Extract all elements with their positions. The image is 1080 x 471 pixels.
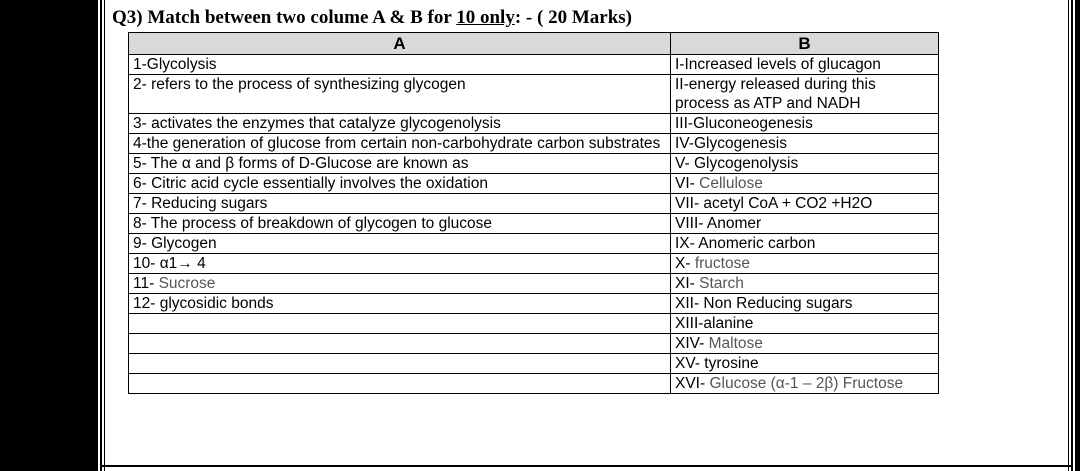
cell-a-prefix: 11- [133,275,159,292]
cell-a: 8- The process of breakdown of glycogen to glucose [129,214,671,234]
cell-a: 7- Reducing sugars [129,194,671,214]
match-table [128,32,939,394]
cell-b: V- Glycogenolysis [671,154,939,174]
table-row [129,114,939,134]
cell-a [129,334,671,354]
cell-b: XIII-alanine [671,314,939,334]
cell-a-grey-text: Sucrose [158,275,216,292]
cell-b: XV- tyrosine [671,354,939,374]
table-row [129,354,939,374]
cell-b-grey-text: Starch [699,275,744,292]
table-row [129,274,939,294]
table-row [129,154,939,174]
page-border-bottom [100,465,1073,467]
cell-a [129,354,671,374]
cell-a [129,314,671,334]
cell-a: 9- Glycogen [129,234,671,254]
cell-b-prefix: X- [675,255,695,272]
table-row [129,314,939,334]
cell-b: VII- acetyl CoA + CO2 +H2O [671,194,939,214]
document-page [98,0,1075,471]
title-suffix: : - ( 20 Marks) [514,7,632,28]
cell-b: III-Gluconeogenesis [671,114,939,134]
table-row [129,134,939,154]
page-border-left-inner [104,0,105,471]
table-row [129,334,939,354]
cell-b-grey-text: Glucose (α-1 – 2β) Fructose [709,375,904,392]
cell-b: II-energy released during this process as ATP and NADH [671,75,939,114]
table-row [129,194,939,214]
table-row [129,294,939,314]
cell-b [671,374,939,394]
cell-b [671,274,939,294]
table-row [129,254,939,274]
table-row [129,374,939,394]
cell-b: XII- Non Reducing sugars [671,294,939,314]
cell-b: I-Increased levels of glucagon [671,55,939,75]
cell-b-grey-text: fructose [694,255,750,272]
cell-a: 2- refers to the process of synthesizing glycogen [129,75,671,114]
page-border-left [100,0,102,471]
cell-b [671,334,939,354]
table-row [129,234,939,254]
cell-b-grey-text: Maltose [708,335,763,352]
page-border-right [1071,0,1073,471]
cell-a: 4-the generation of glucose from certain non-carbohydrate carbon substrates [129,134,671,154]
cell-b-grey-text: Cellulose [699,175,763,192]
title-underlined: 10 only [456,7,515,28]
cell-b-prefix: XI- [675,275,700,292]
cell-a: 6- Citric acid cycle essentially involves the oxidation [129,174,671,194]
question-title [112,7,632,29]
cell-b [671,254,939,274]
table-row [129,174,939,194]
cell-a [129,274,671,294]
cell-a: 12- glycosidic bonds [129,294,671,314]
title-prefix: Q3) Match between two colume A & B for [112,7,457,28]
header-row [129,33,939,55]
cell-a: 1-Glycolysis [129,55,671,75]
column-b-header: B [671,33,939,55]
cell-b: IX- Anomeric carbon [671,234,939,254]
table-row [129,214,939,234]
cell-b-prefix: VI- [675,175,700,192]
table-row [129,55,939,75]
cell-b-prefix: XIV- [675,335,709,352]
cell-b [671,174,939,194]
cell-a: 5- The α and β forms of D-Glucose are known as [129,154,671,174]
column-a-header: A [129,33,671,55]
cell-a: 10- α1→ 4 [129,254,671,274]
cell-a: 3- activates the enzymes that catalyze glycogenolysis [129,114,671,134]
page-border-right-inner [1068,0,1069,471]
cell-b: VIII- Anomer [671,214,939,234]
table-row [129,75,939,114]
cell-a [129,374,671,394]
cell-b-prefix: XVI- [675,375,710,392]
cell-b: IV-Glycogenesis [671,134,939,154]
